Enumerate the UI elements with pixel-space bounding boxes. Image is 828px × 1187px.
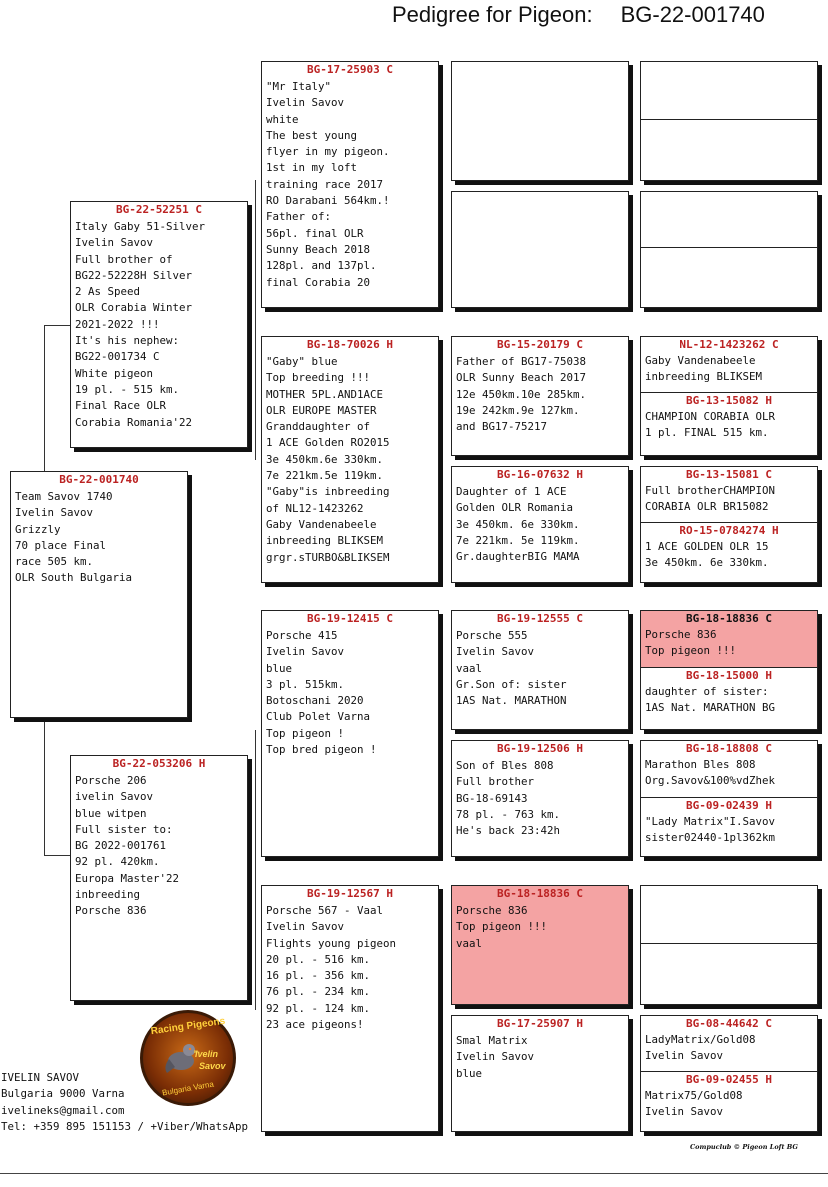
logo-name-2: Savov	[199, 1061, 226, 1071]
gg-grandparent-info: Porsche 836 Top pigeon !!!	[645, 628, 737, 657]
great-grandparent-info: Smal Matrix Ivelin Savov blue	[456, 1034, 535, 1080]
grandparent-box	[261, 336, 439, 583]
gg-grandparent-cell-highlight	[641, 611, 817, 667]
logo-name-1: Ivelin	[195, 1049, 219, 1059]
gg-grandparent-pair	[640, 610, 818, 730]
sire-ring: BG-22-52251 C	[115, 203, 203, 216]
gg-grandparent-info: Matrix75/Gold08 Ivelin Savov	[645, 1089, 743, 1118]
gg-grandparent-cell	[641, 886, 817, 943]
great-grandparent-ring: BG-15-20179 C	[496, 338, 584, 351]
great-grandparent-info	[452, 193, 628, 195]
gg-grandparent-ring: BG-18-18808 C	[685, 742, 773, 755]
grandparent-ring: BG-18-70026 H	[306, 338, 394, 351]
connector	[44, 855, 70, 856]
dam-box	[70, 755, 248, 1001]
gg-grandparent-ring: BG-18-18836 C	[685, 612, 773, 625]
gg-grandparent-cell	[641, 943, 817, 1005]
grandparent-info: "Mr Italy" Ivelin Savov white The best young flyer in my pigeon. 1st in my loft training race 2017 RO Darabani 564km.! Father of: 56pl. final OLR Sunny Beach 2018 128pl. and 137pl. final Corabia 20	[266, 80, 390, 289]
grandparent-ring: BG-17-25903 C	[306, 63, 394, 76]
gg-grandparent-pair	[640, 1015, 818, 1132]
logo-top-text: Racing Pigeons	[150, 1015, 226, 1038]
pigeon-ring: BG-22-001740	[59, 473, 139, 486]
great-grandparent-box	[451, 610, 629, 730]
gg-grandparent-info	[641, 121, 817, 122]
gg-grandparent-pair	[640, 191, 818, 308]
gg-grandparent-cell	[641, 741, 817, 797]
owner-contact: IVELIN SAVOV Bulgaria 9000 Varna ivelineks@gmail.com Tel: +359 895 151153 / +Viber/WhatsApp	[1, 1071, 249, 1133]
gg-grandparent-info: daughter of sister: 1AS Nat. MARATHON BG	[645, 685, 776, 714]
dam-info: Porsche 206 ivelin Savov blue witpen Full sister to: BG 2022-001761 92 pl. 420km. Europa Master'22 inbreeding Porsche 836	[75, 774, 180, 918]
gg-grandparent-cell	[641, 522, 817, 583]
bottom-divider	[0, 1173, 828, 1174]
pigeon-box	[10, 471, 188, 718]
sire-info: Italy Gaby 51-Silver Ivelin Savov Full brother of BG22-52228H Silver 2 As Speed OLR Corabia Winter 2021-2022 !!! It's his nephew: BG22-001734 C White pigeon 19 pl. - 515 km. Final Race OLR Corabia Romania'22	[75, 220, 206, 429]
great-grandparent-info: Porsche 555 Ivelin Savov vaal Gr.Son of: sister 1AS Nat. MARATHON	[456, 629, 567, 708]
gg-grandparent-cell	[641, 62, 817, 119]
gg-grandparent-ring: BG-18-15000 H	[685, 669, 773, 682]
connector	[44, 325, 45, 473]
page-title	[392, 2, 765, 28]
gg-grandparent-info: Gaby Vandenabeele inbreeding BLIKSEM	[645, 354, 763, 383]
gg-grandparent-pair	[640, 466, 818, 583]
great-grandparent-info: Porsche 836 Top pigeon !!! vaal	[456, 904, 548, 950]
gg-grandparent-info: Marathon Bles 808 Org.Savov&100%vdZhek	[645, 758, 776, 787]
great-grandparent-ring: BG-16-07632 H	[496, 468, 584, 481]
gg-grandparent-pair	[640, 740, 818, 857]
gg-grandparent-ring: NL-12-1423262 C	[679, 338, 779, 351]
title-pigeon-id: BG-22-001740	[620, 2, 765, 27]
great-grandparent-box	[451, 740, 629, 857]
connector	[44, 716, 45, 856]
gg-grandparent-pair	[640, 336, 818, 456]
sire-box	[70, 201, 248, 448]
gg-grandparent-info	[641, 945, 817, 946]
grandparent-info: Porsche 567 - Vaal Ivelin Savov Flights young pigeon 20 pl. - 516 km. 16 pl. - 356 km. 76 pl. - 234 km. 92 pl. - 124 km. 23 ace pigeons!	[266, 904, 397, 1032]
gg-grandparent-ring: BG-13-15081 C	[685, 468, 773, 481]
gg-grandparent-cell	[641, 119, 817, 181]
great-grandparent-info: Son of Bles 808 Full brother BG-18-69143 78 pl. - 763 km. He's back 23:42h	[456, 759, 561, 838]
gg-grandparent-cell	[641, 1071, 817, 1132]
gg-grandparent-ring: BG-09-02455 H	[685, 1073, 773, 1086]
great-grandparent-box	[451, 336, 629, 456]
great-grandparent-info: Father of BG17-75038 OLR Sunny Beach 2017 12e 450km.10e 285km. 19e 242km.9e 127km. and BG17-75217	[456, 355, 587, 434]
great-grandparent-ring: BG-19-12506 H	[496, 742, 584, 755]
grandparent-box	[261, 885, 439, 1132]
gg-grandparent-ring: RO-15-0784274 H	[679, 524, 779, 537]
grandparent-box	[261, 61, 439, 308]
gg-grandparent-cell	[641, 337, 817, 392]
gg-grandparent-info	[641, 249, 817, 250]
grandparent-info: Porsche 415 Ivelin Savov blue 3 pl. 515km. Botoschani 2020 Club Polet Varna Top pigeon ! Top bred pigeon !	[266, 629, 377, 757]
great-grandparent-ring: BG-17-25907 H	[496, 1017, 584, 1030]
gg-grandparent-info: 1 ACE GOLDEN OLR 15 3e 450km. 6e 330km.	[645, 540, 769, 569]
gg-grandparent-cell	[641, 1016, 817, 1071]
gg-grandparent-info	[641, 63, 817, 64]
gg-grandparent-cell	[641, 247, 817, 308]
gg-grandparent-info: LadyMatrix/Gold08 Ivelin Savov	[645, 1033, 756, 1062]
title-label: Pedigree for Pigeon:	[392, 2, 593, 27]
gg-grandparent-ring: BG-13-15082 H	[685, 394, 773, 407]
gg-grandparent-pair	[640, 61, 818, 181]
logo-bottom-text: Bulgaria Varna	[161, 1079, 215, 1098]
connector	[255, 180, 256, 460]
grandparent-ring: BG-19-12415 C	[306, 612, 394, 625]
gg-grandparent-ring: BG-09-02439 H	[685, 799, 773, 812]
gg-grandparent-info: "Lady Matrix"I.Savov sister02440-1pl362km	[645, 815, 776, 844]
great-grandparent-info: Daughter of 1 ACE Golden OLR Romania 3e 450km. 6e 330km. 7e 221km. 5e 119km. Gr.daughterBIG MAMA	[456, 485, 580, 564]
gg-grandparent-pair	[640, 885, 818, 1005]
gg-grandparent-info	[641, 887, 817, 888]
software-credit: Compuclub © Pigeon Loft BG	[690, 1143, 798, 1151]
great-grandparent-box	[451, 191, 629, 308]
gg-grandparent-cell	[641, 667, 817, 730]
great-grandparent-box	[451, 1015, 629, 1132]
gg-grandparent-cell	[641, 392, 817, 456]
great-grandparent-ring: BG-19-12555 C	[496, 612, 584, 625]
gg-grandparent-cell	[641, 192, 817, 247]
gg-grandparent-info: CHAMPION CORABIA OLR 1 pl. FINAL 515 km.	[645, 410, 776, 439]
gg-grandparent-cell	[641, 467, 817, 522]
connector	[44, 325, 70, 326]
grandparent-box	[261, 610, 439, 857]
grandparent-info: "Gaby" blue Top breeding !!! MOTHER 5PL.AND1ACE OLR EUROPE MASTER Granddaughter of 1 ACE Golden RO2015 3e 450km.6e 330km. 7e 221km.5e 119km. "Gaby"is inbreeding of NL12-1423262 Gaby Vandenabeele inbreeding BLIKSEM grgr.sTURBO&BLIKSEM	[266, 355, 390, 564]
gg-grandparent-info: Full brotherCHAMPION CORABIA OLR BR15082	[645, 484, 776, 513]
great-grandparent-info	[452, 63, 628, 65]
great-grandparent-box	[451, 61, 629, 181]
gg-grandparent-info	[641, 193, 817, 194]
gg-grandparent-cell	[641, 797, 817, 857]
gg-grandparent-ring: BG-08-44642 C	[685, 1017, 773, 1030]
great-grandparent-box	[451, 466, 629, 583]
great-grandparent-box-highlight	[451, 885, 629, 1005]
great-grandparent-ring: BG-18-18836 C	[496, 887, 584, 900]
grandparent-ring: BG-19-12567 H	[306, 887, 394, 900]
dam-ring: BG-22-053206 H	[112, 757, 206, 770]
pigeon-info: Team Savov 1740 Ivelin Savov Grizzly 70 place Final race 505 km. OLR South Bulgaria	[15, 490, 133, 585]
connector	[255, 730, 256, 1010]
